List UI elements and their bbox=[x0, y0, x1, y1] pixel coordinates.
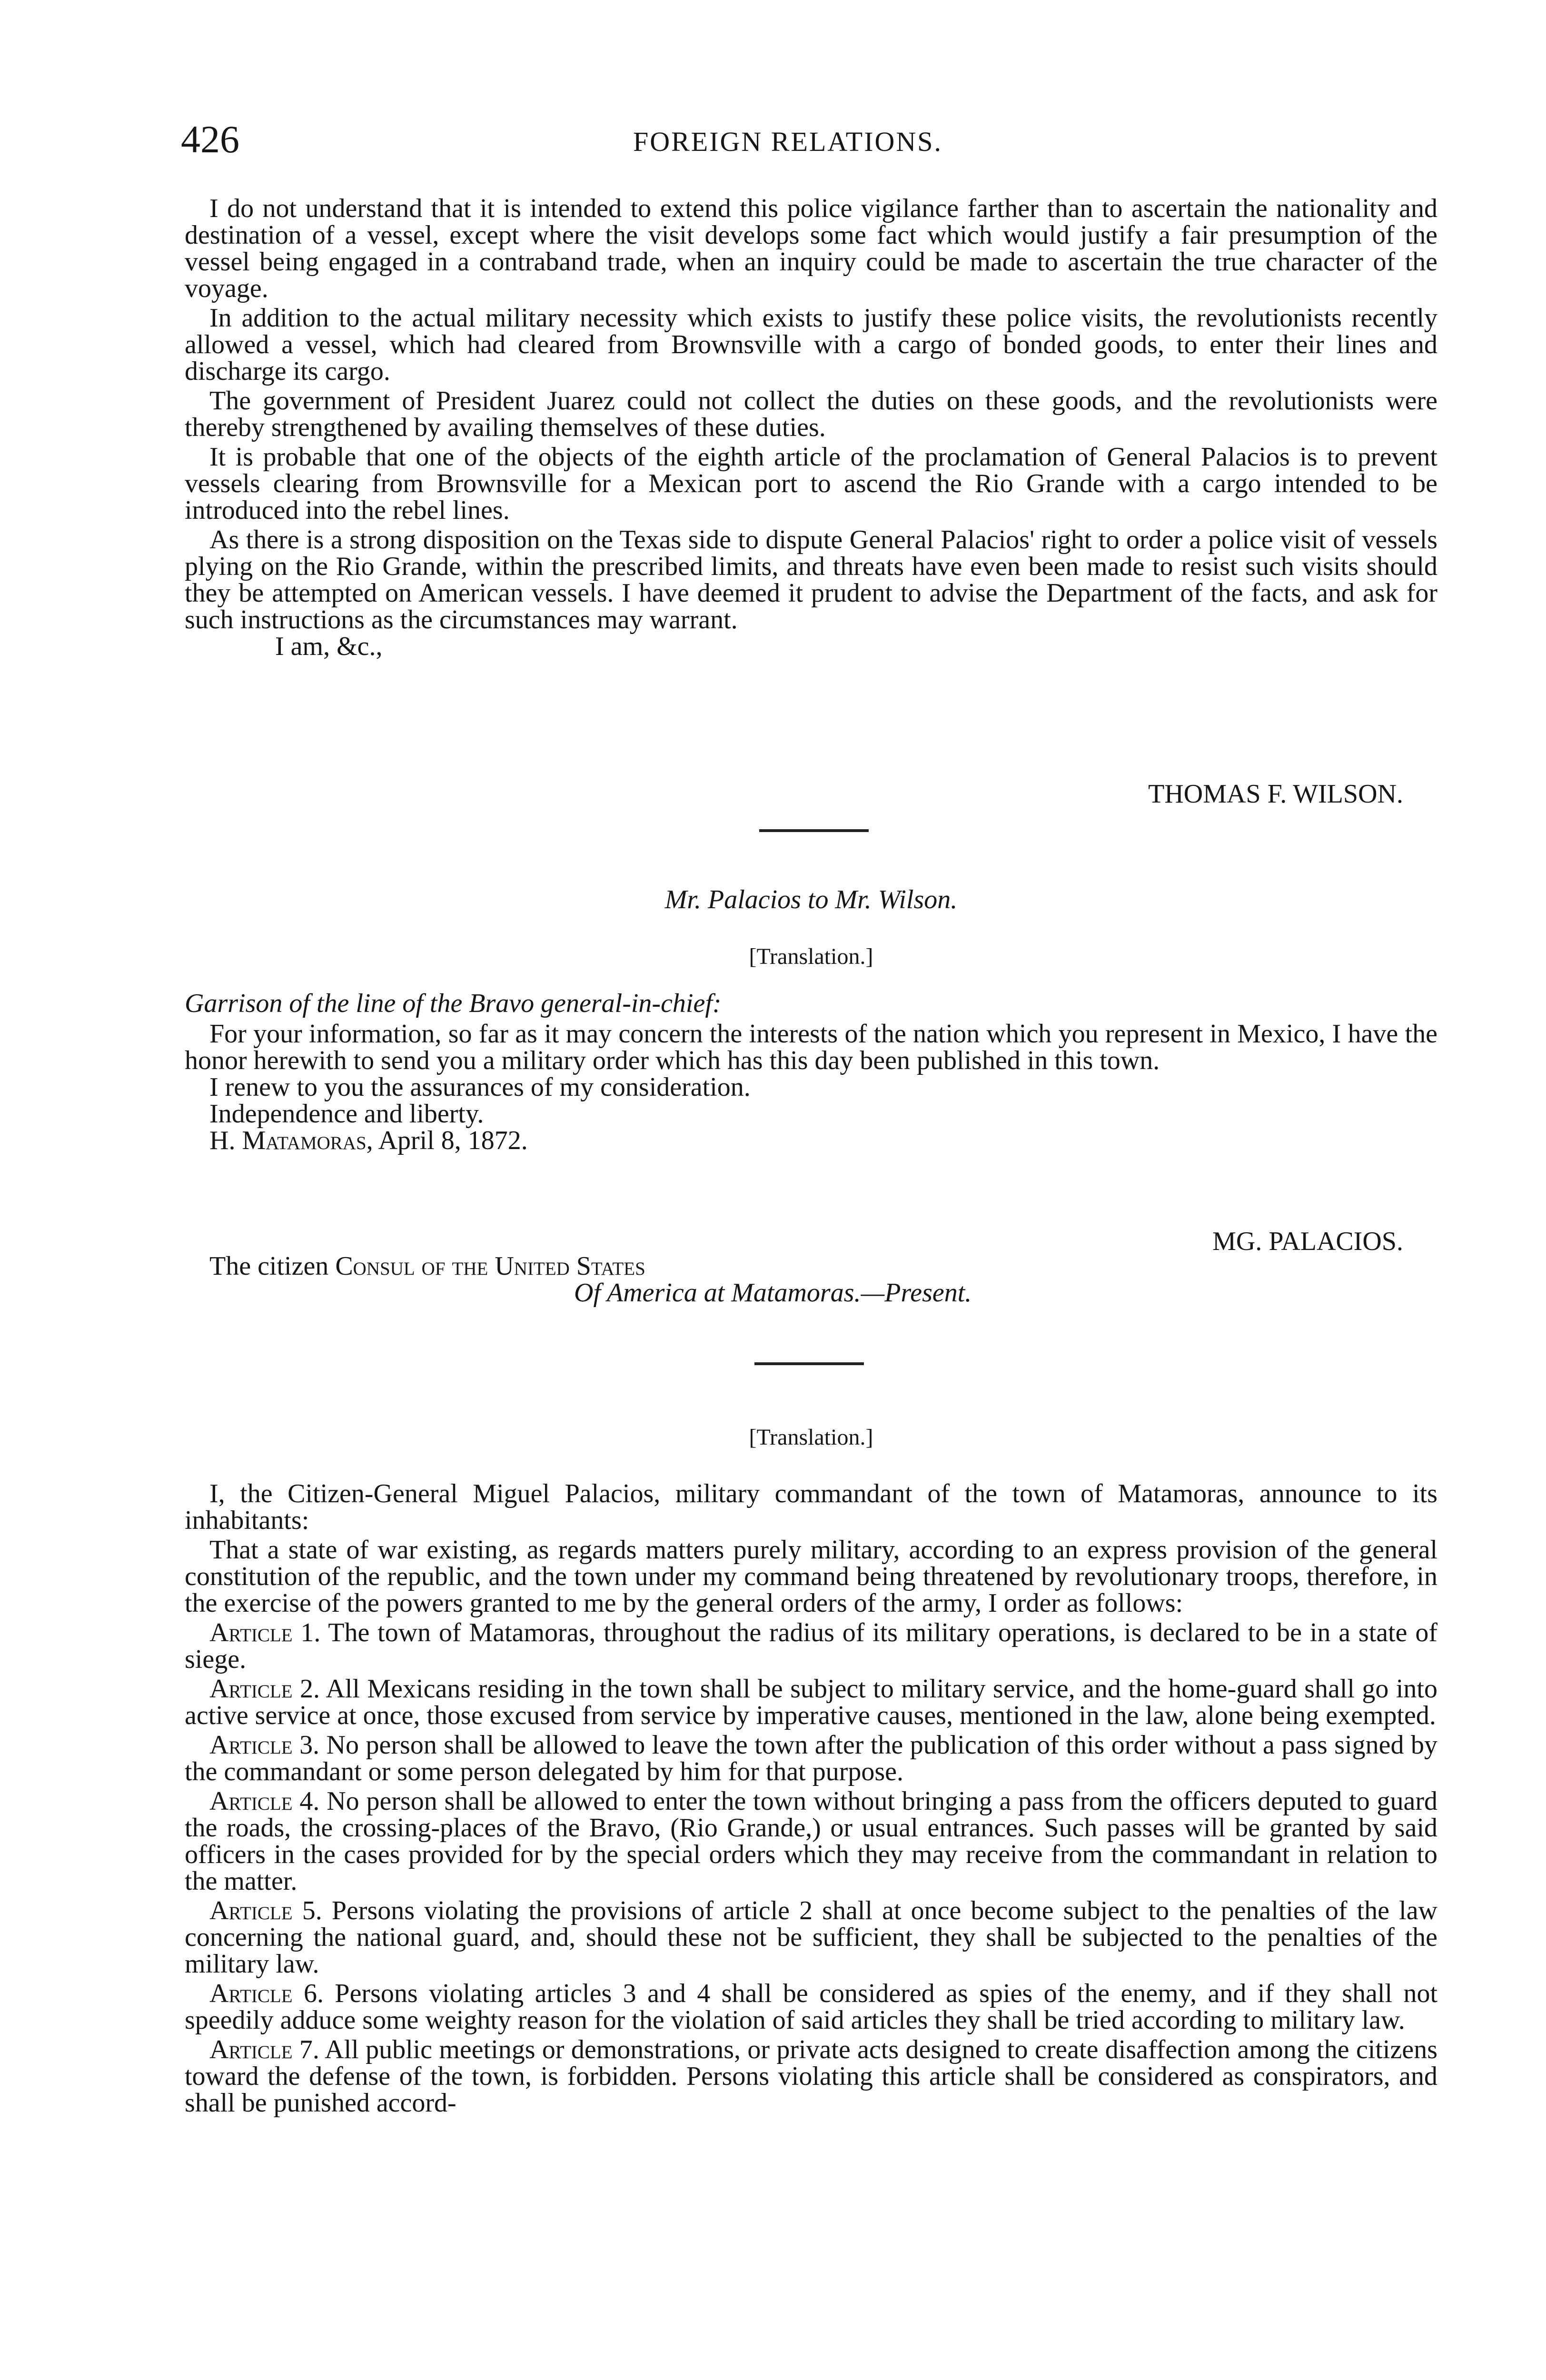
place-name: Matamoras bbox=[242, 1126, 367, 1155]
order-article bbox=[185, 1619, 1437, 1673]
letter-salutation: Garrison of the line of the Bravo general-in-chief: bbox=[185, 989, 722, 1018]
wilson-letter-body bbox=[185, 195, 1437, 660]
palacios-signature: MG. PALACIOS. bbox=[1212, 1227, 1403, 1256]
addressee-line: Of America at Matamoras.—Present. bbox=[574, 1278, 972, 1308]
article-text: No person shall be allowed to leave the town after the publication of this order without a pass signed by the commandant or some person delegated by him for that purpose. bbox=[185, 1730, 1437, 1786]
letter-place-date bbox=[185, 1127, 1437, 1154]
wilson-signature: THOMAS F. WILSON. bbox=[1148, 779, 1403, 809]
article-text: Persons violating the provisions of article 2 shall at once become subject to the penalties of the law concerning the national guard, and, should these not be sufficient, they shall be subjected to the penalties of the military law. bbox=[185, 1896, 1437, 1979]
translation-note: [Translation.] bbox=[749, 1425, 873, 1450]
article-text: All public meetings or demonstrations, or private acts designed to create disaffection among the citizens toward the defense of the town, is forbidden. Persons violating this article shall be considered as conspirators, and shall be punished accord- bbox=[185, 2035, 1437, 2118]
article-label: Article 7. bbox=[209, 2035, 319, 2064]
article-label: Article 3. bbox=[209, 1730, 320, 1760]
military-order-body bbox=[185, 1480, 1437, 2116]
letter-paragraph: In addition to the actual military necessity which exists to justify these police visits, the revolutionists recently allowed a vessel, which had cleared from Brownsville with a cargo of bonded goods, to enter their lines and discharge its cargo. bbox=[185, 303, 1437, 386]
running-title: FOREIGN RELATIONS. bbox=[633, 126, 943, 157]
article-text: Persons violating articles 3 and 4 shall be considered as spies of the enemy, and if they shall not speedily adduce some weighty reason for the violation of said articles they shall be tried according to military law. bbox=[185, 1979, 1437, 2035]
letter-paragraph: For your information, so far as it may concern the interests of the nation which you represent in Mexico, I have the honor herewith to send you a military order which has this day been published in this town. bbox=[185, 1019, 1437, 1075]
page-header bbox=[181, 118, 1395, 161]
letter-closing: I am, &c., bbox=[275, 632, 383, 661]
letter-date: , April 8, 1872. bbox=[366, 1126, 528, 1155]
order-article bbox=[185, 1788, 1437, 1894]
article-text: The town of Matamoras, throughout the radius of its military operations, is declared to be in a state of siege. bbox=[185, 1618, 1437, 1674]
letter-paragraph: It is probable that one of the objects of the eighth article of the proclamation of General Palacios is to prevent vessels clearing from Brownsville for a Mexican port to ascend the Rio Grande with a cargo intended to be introduced into the rebel lines. bbox=[185, 442, 1437, 525]
article-label: Article 2. bbox=[209, 1674, 320, 1704]
article-label: Article 6. bbox=[209, 1979, 324, 2008]
section-divider bbox=[759, 829, 869, 832]
palacios-letter-body bbox=[185, 990, 1437, 1154]
article-label: Article 1. bbox=[209, 1618, 321, 1647]
place-prefix: H. bbox=[209, 1126, 236, 1155]
article-text: All Mexicans residing in the town shall be subject to military service, and the home-guard shall go into active service at once, those excused from service by imperative causes, mentioned in the law, alone being exempted. bbox=[185, 1674, 1437, 1730]
order-article bbox=[185, 1897, 1437, 1977]
page-number: 426 bbox=[181, 118, 239, 161]
order-article bbox=[185, 1980, 1437, 2033]
article-label: Article 4. bbox=[209, 1786, 320, 1816]
letter-line: Independence and liberty. bbox=[209, 1099, 484, 1129]
order-preamble: That a state of war existing, as regards matters purely military, according to an express provision of the general constitution of the republic, and the town under my command being threatened by revolutionary troops, therefore, in the exercise of the powers granted to me by the general orders of the army, I order as follows: bbox=[185, 1535, 1437, 1618]
article-text: No person shall be allowed to enter the town without bringing a pass from the officers deputed to guard the roads, the crossing-places of the Bravo, (Rio Grande,) or usual entrances. Such passes will be granted by said officers in the cases provided for by the special orders which they may receive from the commandant in relation to the matter. bbox=[185, 1786, 1437, 1896]
letter-paragraph: The government of President Juarez could not collect the duties on these goods, and the revolutionists were thereby strengthened by availing themselves of these duties. bbox=[185, 386, 1437, 442]
addressee-prefix: The citizen bbox=[209, 1251, 329, 1281]
letter-heading: Mr. Palacios to Mr. Wilson. bbox=[664, 885, 958, 914]
addressee-title: Consul of the United States bbox=[335, 1251, 645, 1281]
translation-note: [Translation.] bbox=[749, 944, 873, 969]
order-article bbox=[185, 2036, 1437, 2116]
addressee-line bbox=[185, 1253, 1437, 1279]
article-label: Article 5. bbox=[209, 1896, 322, 1925]
letter-paragraph: I do not understand that it is intended to extend this police vigilance farther than to ascertain the nationality and destination of a vessel, except where the visit develops some fact which would justify a fair presumption of the vessel being engaged in a contraband trade, when an inquiry could be made to ascertain the true character of the voyage. bbox=[185, 194, 1437, 303]
order-article bbox=[185, 1676, 1437, 1729]
letter-line: I renew to you the assurances of my consideration. bbox=[209, 1072, 751, 1102]
letter-paragraph: As there is a strong disposition on the Texas side to dispute General Palacios' right to order a police visit of vessels plying on the Rio Grande, within the prescribed limits, and threats have even been made to resist such visits should they be attempted on American vessels. I have deemed it prudent to advise the Department of the facts, and ask for such instructions as the circumstances may warrant. bbox=[185, 525, 1437, 635]
section-divider bbox=[754, 1362, 864, 1365]
order-article bbox=[185, 1732, 1437, 1785]
letter-addressee bbox=[185, 1253, 1437, 1306]
order-intro: I, the Citizen-General Miguel Palacios, military commandant of the town of Matamoras, announce to its inhabitants: bbox=[185, 1479, 1437, 1535]
